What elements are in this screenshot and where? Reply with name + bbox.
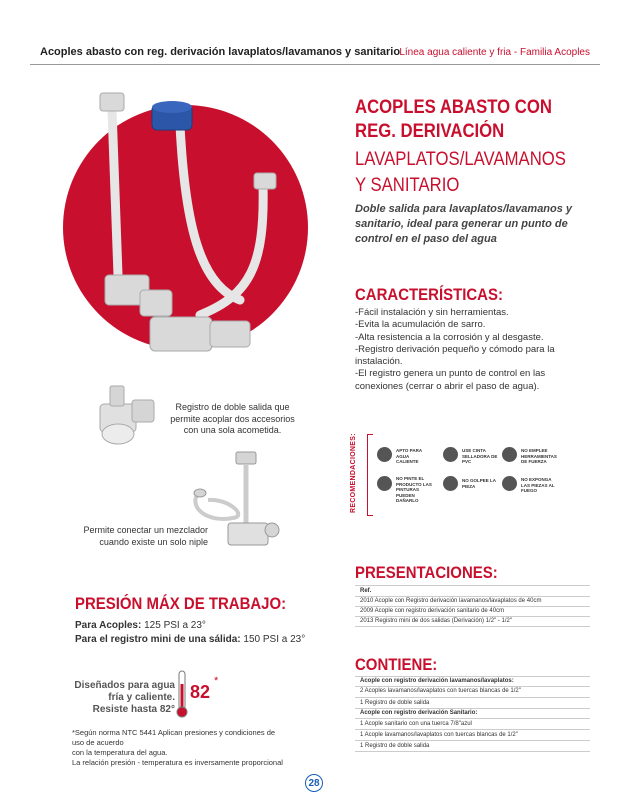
presion-registro: [75, 634, 305, 645]
temperature-footnote-mark: *: [214, 675, 219, 687]
presion-acoples-value: 125 PSI a 23°: [141, 620, 206, 631]
table-row: 1 Registro de doble salida: [360, 700, 430, 706]
rec-item: USE CINTA SELLADORA DE PVC: [462, 448, 498, 464]
rec-item: NO PINTE EL PRODUCTO LAS PINTURAS PUEDEN DAÑARLO: [396, 476, 432, 503]
table-divider: [355, 729, 590, 730]
footnote-line: La relación presión - temperatura es inversamente proporcional: [72, 758, 283, 767]
header-divider: [30, 64, 600, 65]
table-row: 1 Registro de doble salida: [360, 743, 430, 749]
product-subtitle: Doble salida para lavaplatos/lavamanos y sanitario, ideal para generar un punto de control en el paso del agua: [355, 203, 573, 245]
recomendaciones-bracket: [367, 434, 373, 516]
product-title-line4: Y SANITARIO: [355, 175, 460, 196]
footnote: [72, 728, 287, 768]
hot-water-icon: [377, 447, 392, 462]
no-hammer-icon: [443, 476, 458, 491]
feature-item: instalación.: [355, 356, 403, 368]
feature-item: -Evita la acumulación de sarro.: [355, 319, 486, 331]
table-row: 2010 Acople con Registro derivación lavamanos/lavaplatos de 40cm: [360, 598, 542, 604]
registro-caption: Registro de doble salida que permite acoplar dos accesorios con una sola acometida.: [170, 402, 295, 435]
table-row: Acople con registro derivación Sanitario:: [360, 710, 478, 716]
table-divider: [355, 606, 590, 607]
feature-item: -Alta resistencia a la corrosión y al desgaste.: [355, 331, 544, 343]
presion-heading: PRESIÓN MÁX DE TRABAJO:: [75, 594, 287, 613]
table-divider: [355, 616, 590, 617]
feature-item: conexiones (cerrar o abrir el paso de agua).: [355, 380, 540, 392]
design-text: [60, 680, 175, 716]
registro-image: [92, 382, 162, 447]
table-row: Acople con registro derivación lavamanos/lavaplatos:: [360, 678, 514, 684]
table-row: 1 Acople sanitario con una tuerca 7/8"azul: [360, 721, 472, 727]
mezclador-caption: Permite conectar un mezclador cuando existe un solo niple: [83, 525, 208, 547]
table-divider: [355, 626, 590, 627]
product-title-line3: LAVAPLATOS/LAVAMANOS: [355, 149, 566, 170]
design-line: fría y caliente.: [108, 692, 175, 703]
table-divider: [355, 740, 590, 741]
table-divider: [355, 751, 590, 752]
no-paint-icon: [377, 476, 392, 491]
tape-icon: [443, 447, 458, 462]
table-divider: [355, 676, 590, 677]
design-line: Diseñados para agua: [74, 680, 175, 691]
table-divider: [355, 708, 590, 709]
no-fire-icon: [502, 476, 517, 491]
footnote-line: con la temperatura del agua.: [72, 748, 168, 757]
feature-item: -Registro derivación pequeño y cómodo para la: [355, 343, 555, 355]
header-subtitle: Línea agua caliente y fria - Familia Acoples: [399, 47, 590, 58]
caracteristicas-list: [355, 307, 585, 393]
product-title-line1: ACOPLES ABASTO CON: [355, 97, 552, 118]
presion-registro-label: Para el registro mini de una sálida:: [75, 634, 241, 645]
rec-item: APTO PARA AGUA CALIENTE: [396, 448, 422, 464]
presion-acoples: [75, 620, 206, 631]
contiene-heading: CONTIENE:: [355, 655, 438, 674]
recomendaciones-label: RECOMENDACIONES:: [350, 433, 357, 513]
feature-item: -Fácil instalación y sin herramientas.: [355, 307, 509, 318]
presentaciones-heading: PRESENTACIONES:: [355, 563, 498, 582]
feature-item: -El registro genera un punto de control en las: [355, 368, 546, 380]
table-row: 1 Acople lavamanos/lavaplatos con tuercas blancas de 1/2": [360, 732, 518, 738]
no-tools-icon: [502, 447, 517, 462]
product-title-line2: REG. DERIVACIÓN: [355, 121, 505, 142]
design-line: Resiste hasta 82°: [92, 704, 175, 715]
caracteristicas-heading: CARACTERÍSTICAS:: [355, 285, 503, 304]
table-divider: [355, 585, 590, 586]
presion-acoples-label: Para Acoples:: [75, 620, 142, 631]
table-row: 2009 Acople con registro derivación sanitario de 40cm: [360, 608, 505, 614]
table-divider: [355, 718, 590, 719]
table-divider: [355, 686, 590, 687]
thermometer-icon: [176, 670, 188, 720]
product-hero-image: [80, 85, 300, 365]
header-title: Acoples abasto con reg. derivación lavaplatos/lavamanos y sanitario: [40, 46, 401, 58]
table-divider: [355, 697, 590, 698]
page-number: 28: [305, 774, 323, 792]
table-row: 2013 Registro mini de dos salidas (Derivación) 1/2" - 1/2": [360, 618, 512, 624]
max-temperature: 82: [190, 682, 211, 702]
rec-item: NO GOLPEE LA PIEZA: [462, 478, 496, 489]
rec-item: NO EMPLEE HERRAMIENTAS DE FUERZA: [521, 448, 557, 464]
table-divider: [355, 596, 590, 597]
table-row: 2 Acoples lavamanos/lavaplatos con tuercas blancas de 1/2": [360, 688, 521, 694]
rec-item: NO EXPONGA LAS PIEZAS AL FUEGO: [521, 477, 555, 493]
footnote-line: *Según norma NTC 5441 Aplican presiones y condiciones de uso de acuerdo: [72, 728, 276, 747]
presion-registro-value: 150 PSI a 23°: [240, 634, 306, 645]
ref-header: Ref.: [360, 588, 372, 594]
